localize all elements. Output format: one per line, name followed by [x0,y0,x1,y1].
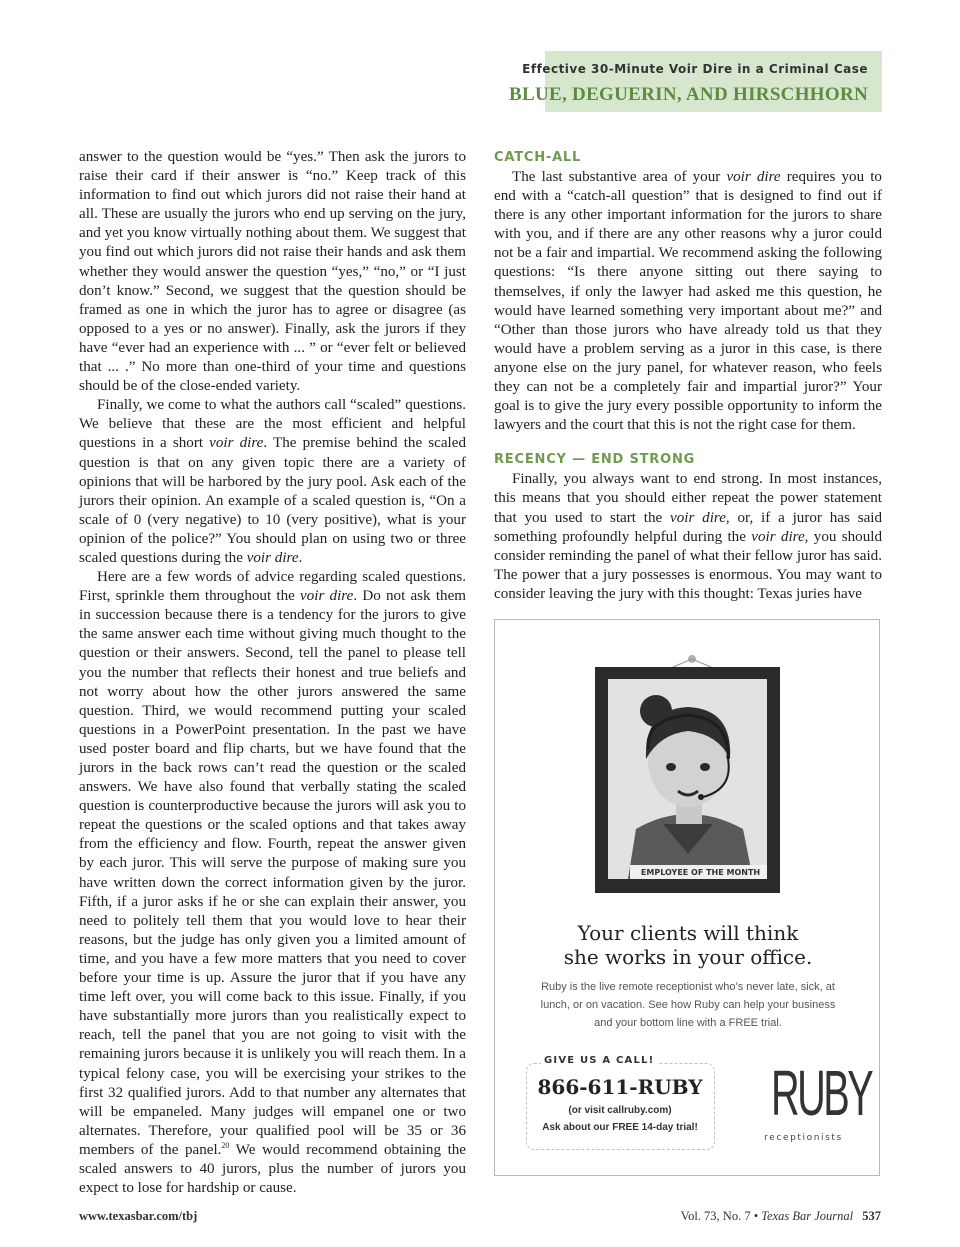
phone-number[interactable]: 866-611-RUBY [537,1075,703,1099]
footnote-marker: 20 [221,1140,230,1150]
page-number: 537 [862,1209,881,1223]
ruby-advertisement [494,619,880,1176]
section-heading-recency: RECENCY — END STRONG [494,452,696,468]
trial-offer: Ask about our FREE 14-day trial! [542,1122,698,1133]
paragraph: Finally, you always want to end strong. In most instances, this means that you should either repeat the power statement that you used to start the voir dire, or, if a juror has said something profoundly helpful during the voir dire, you should consider reminding the panel of what their fellow juror has said. The power that a jury possesses is enormous. You may want to consider leaving the jury with this thought: Texas juries have [494,471,883,602]
ad-body-text: Ruby is the live remote receptionist who’s never late, sick, at lunch, or on vacation. See how Ruby can help your business and your bottom line with a FREE trial. [540,981,836,1029]
paragraph: Here are a few words of advice regarding scaled questions. First, sprinkle them throughout the voir dire. Do not ask them in succession because there is a tendency for the jurors to give the same answer each time without giving much thought to the question or their answers. Second, tell the panel to please tell you the number that reflects their honest and true beliefs and not worry about how the other jurors answered the same question. Third, we would recommend putting your scaled questions in a PowerPoint presentation. In the past we have used poster board and flip charts, but we have found that the jurors in the back rows can’t read the question or the scaled answers. We have also found that verbally stating the scaled question is counterproductive because the jurors will ask you to repeat the questions or the scaled options and that takes away from the efficiency and flow. Fourth, repeat the answer given by each juror. This will serve the purpose of making sure you have written down the correct information given by the juror. Fifth, if a juror asks if he or she can explain their answer, you need to politely tell them that you would love to hear their reasons, but the judge has only given you a limited amount of time, and you have a few more matters that you need to cover before your time is up. Assure the juror that if you have any time left over, you will come back to this issue. Finally, if you have substantially more jurors than you realistically expect to reach, tell the panel that you are not going to visit with the remaining jurors because it is unlikely you will reach them. In a typical felony case, you will be exercising your strikes to the first 32 qualified jurors. Add to that number any alternates that will be empaneled. Many judges will empanel one or two alternates. Therefore, your qualified pool will be 35 or 36 members of the panel.$^{20}$ We would recommend obtaining the scaled answers to 40 jurors, plus the number of jurors you expect to lose for hardship or cause. [79,569,467,1197]
series-title: Effective 30-Minute Voir Dire in a Criminal Case [522,62,868,76]
right-column [494,148,882,604]
volume: Vol. 73, No. 7 [680,1209,751,1223]
ruby-logo-subtitle: receptionists [764,1133,843,1143]
footer-url[interactable]: www.texasbar.com/tbj [79,1209,198,1223]
ruby-logo: RUBY [770,1057,872,1129]
paragraph: Finally, we come to what the authors call “scaled” questions. We believe that these are the most efficient and helpful questions in a short voir dire. The premise behind the scaled question is that on any given topic there are a variety of opinions that will be harbored by the jury pool. Ask each of the jurors their opinion. An example of a scaled question is, “On a scale of 0 (very negative) to 10 (very positive), what is your opinion of the police?” You should plan on using two or three scaled questions during the voir dire. [79,397,466,566]
employee-of-the-month-plate: EMPLOYEE OF THE MONTH [630,865,767,879]
picture-frame [595,667,780,893]
call-label: GIVE US A CALL! [541,1055,657,1066]
left-column [79,148,466,1198]
footer-issue: Vol. 73, No. 7 • Texas Bar Journal 537 [680,1209,881,1223]
ad-headline: Your clients will think she works in your office. [563,921,813,969]
visit-link[interactable]: (or visit callruby.com) [568,1105,672,1116]
running-header [509,51,882,112]
authors: BLUE, DEGUERIN, AND HIRSCHHORN [509,84,868,105]
paragraph: answer to the question would be “yes.” Then ask the jurors to raise their card if their answer is “no.” Keep track of this information to find out which jurors did not raise their hand at all. These are usually the jurors who end up serving on the jury, and yet you know virtually nothing about them. We suggest that you find out which jurors did not raise their hands and ask them whether they would answer the question “yes,” “no,” or “I just don’t know.” Second, we suggest that the question should be framed as one in which the juror has to agree or disagree (as opposed to a yes or no answer). Finally, ask the jurors if they have “ever had an experience with ... ” or “ever felt or believed that ... .” No more than one-third of your time and questions should be of the close-ended variety. [79,149,466,395]
section-heading-catch-all: CATCH-ALL [494,150,582,165]
journal-name: Texas Bar Journal [761,1209,854,1223]
paragraph: The last substantive area of your voir dire requires you to end with a “catch-all question” that is designed to find out if there is any other important information for the jurors to share with you, and if there are any other reasons why a juror could not be a fair and impartial. We recommend asking the following questions: “Is there anyone sitting out there saying to themselves, if only the lawyer had asked me this question, he would have learned something very important about me?” and “Other than those jurors who have already told us that they would have a problem serving as a juror in this case, is there anyone else on the jury panel, for whatever reason, who feels they can not be a completely fair and impartial juror?” Your goal is to give the jury every possible opportunity to inform the lawyers and the court that this is not the right case for them. [494,169,882,434]
call-box [526,1055,715,1150]
receptionist-illustration [608,679,767,879]
employee-portrait [608,679,767,879]
